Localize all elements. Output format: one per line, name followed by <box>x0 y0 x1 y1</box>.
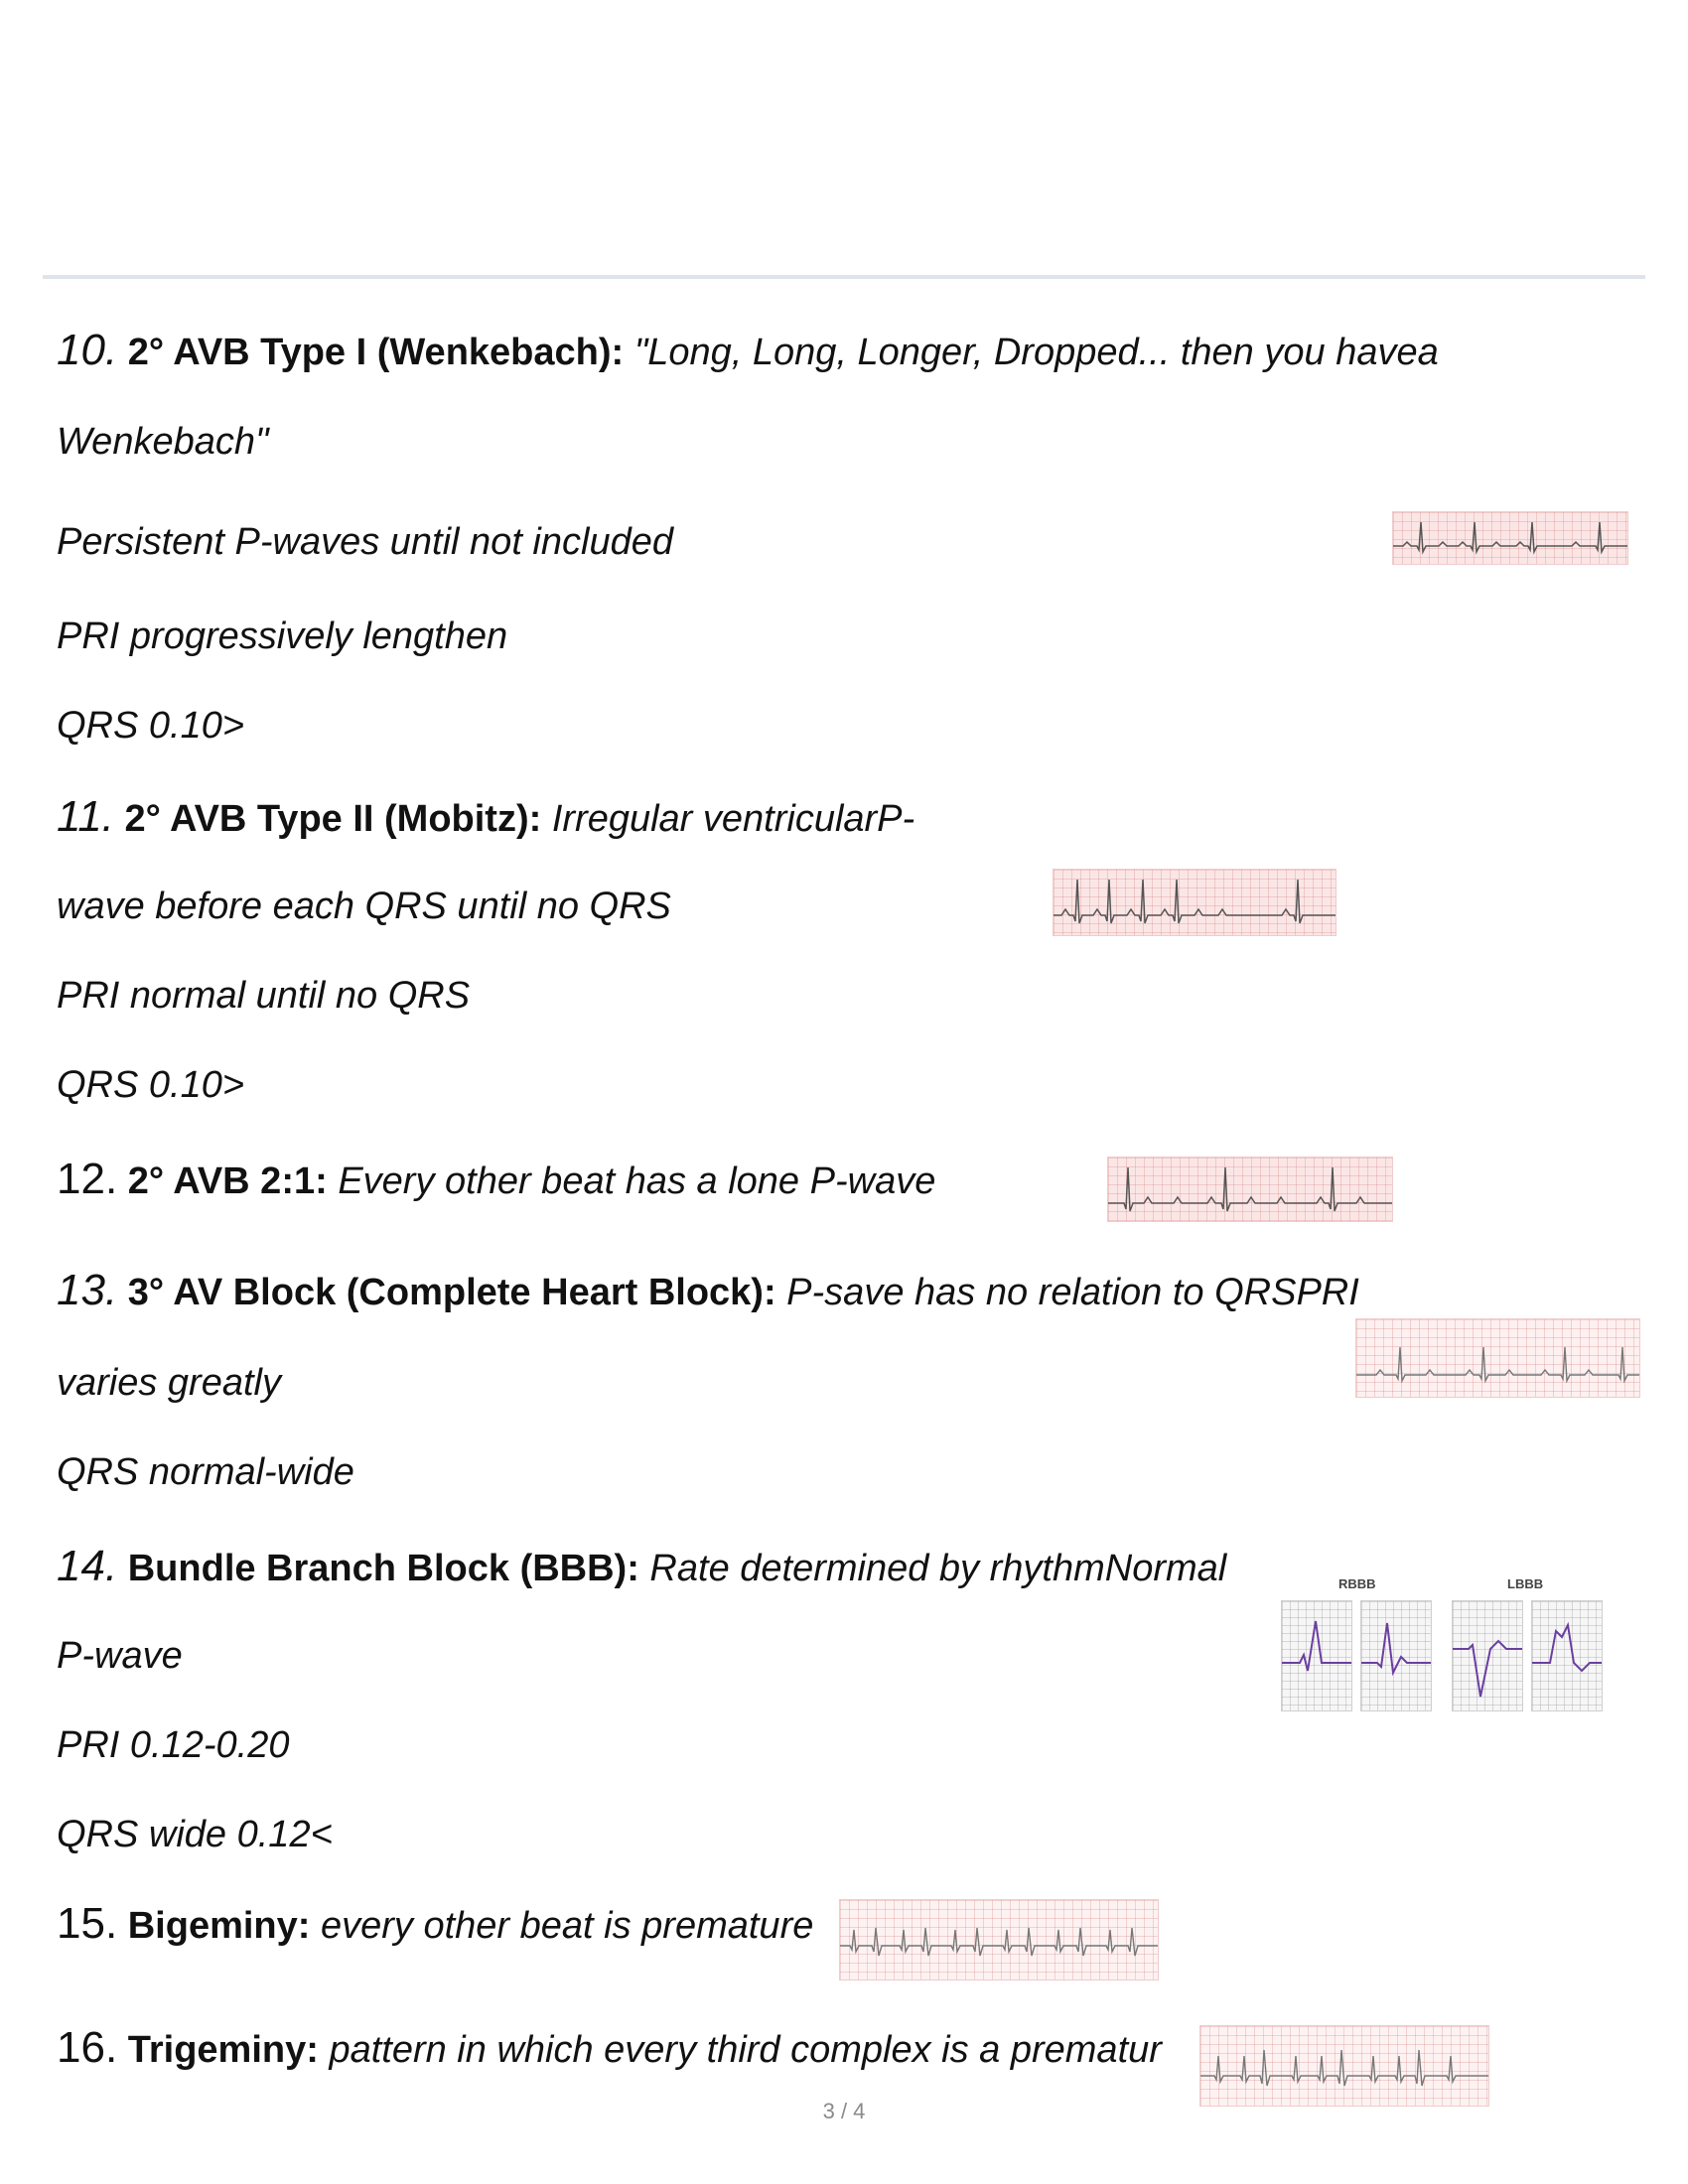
item-11-line-2: PRI normal until no QRS <box>57 975 471 1017</box>
item-10-line-2: Persistent P-waves until not included <box>57 521 673 563</box>
lbbb-v6-lead <box>1531 1600 1603 1711</box>
header-divider <box>43 275 1645 279</box>
item-10-line-4: QRS 0.10> <box>57 705 245 747</box>
ecg-strip-mobitz-image <box>1053 869 1336 936</box>
item-14-heading-line: 14. Bundle Branch Block (BBB): Rate determined by rhythmNormal <box>57 1542 1227 1590</box>
rbbb-v6-lead <box>1360 1600 1432 1711</box>
item-14-line-3: QRS wide 0.12< <box>57 1814 333 1855</box>
lbbb-label: LBBB <box>1507 1576 1544 1591</box>
rbbb-v1-lead <box>1281 1600 1352 1711</box>
ecg-bbb-diagram <box>1281 1576 1599 1717</box>
item-10-heading-line: 10. 2° AVB Type I (Wenkebach): "Long, Long, Longer, Dropped... then you havea <box>57 326 1439 374</box>
item-10-line-3: PRI progressively lengthen <box>57 615 508 657</box>
item-15-heading-line: 15. Bigeminy: every other beat is premature <box>57 1899 814 1948</box>
item-11-line-3: QRS 0.10> <box>57 1064 245 1106</box>
item-10-line-1: Wenkebach" <box>57 421 269 463</box>
lbbb-v1-lead <box>1452 1600 1523 1711</box>
ecg-strip-wenkebach-image <box>1392 511 1628 565</box>
item-14-line-2: PRI 0.12-0.20 <box>57 1724 290 1766</box>
item-11-heading-line: 11. 2° AVB Type II (Mobitz): Irregular ventricularP- <box>57 792 915 841</box>
item-13-line-1: varies greatly <box>57 1362 281 1404</box>
item-13-line-2: QRS normal-wide <box>57 1451 354 1493</box>
item-14-line-1: P-wave <box>57 1635 183 1677</box>
item-12-heading-line: 12. 2° AVB 2:1: Every other beat has a lone P-wave <box>57 1155 936 1203</box>
item-13-heading-line: 13. 3° AV Block (Complete Heart Block): P-save has no relation to QRSPRI <box>57 1266 1359 1314</box>
item-11-line-1: wave before each QRS until no QRS <box>57 886 671 927</box>
item-16-heading-line: 16. Trigeminy: pattern in which every third complex is a prematur <box>57 2023 1162 2072</box>
rbbb-label: RBBB <box>1338 1576 1376 1591</box>
ecg-strip-trigeminy-image <box>1199 2025 1489 2107</box>
ecg-strip-2to1-image <box>1107 1157 1393 1222</box>
ecg-strip-bigeminy-image <box>839 1899 1159 1980</box>
page-indicator: 3 / 4 <box>822 2099 866 2123</box>
ecg-strip-complete-block-image <box>1355 1318 1640 1398</box>
